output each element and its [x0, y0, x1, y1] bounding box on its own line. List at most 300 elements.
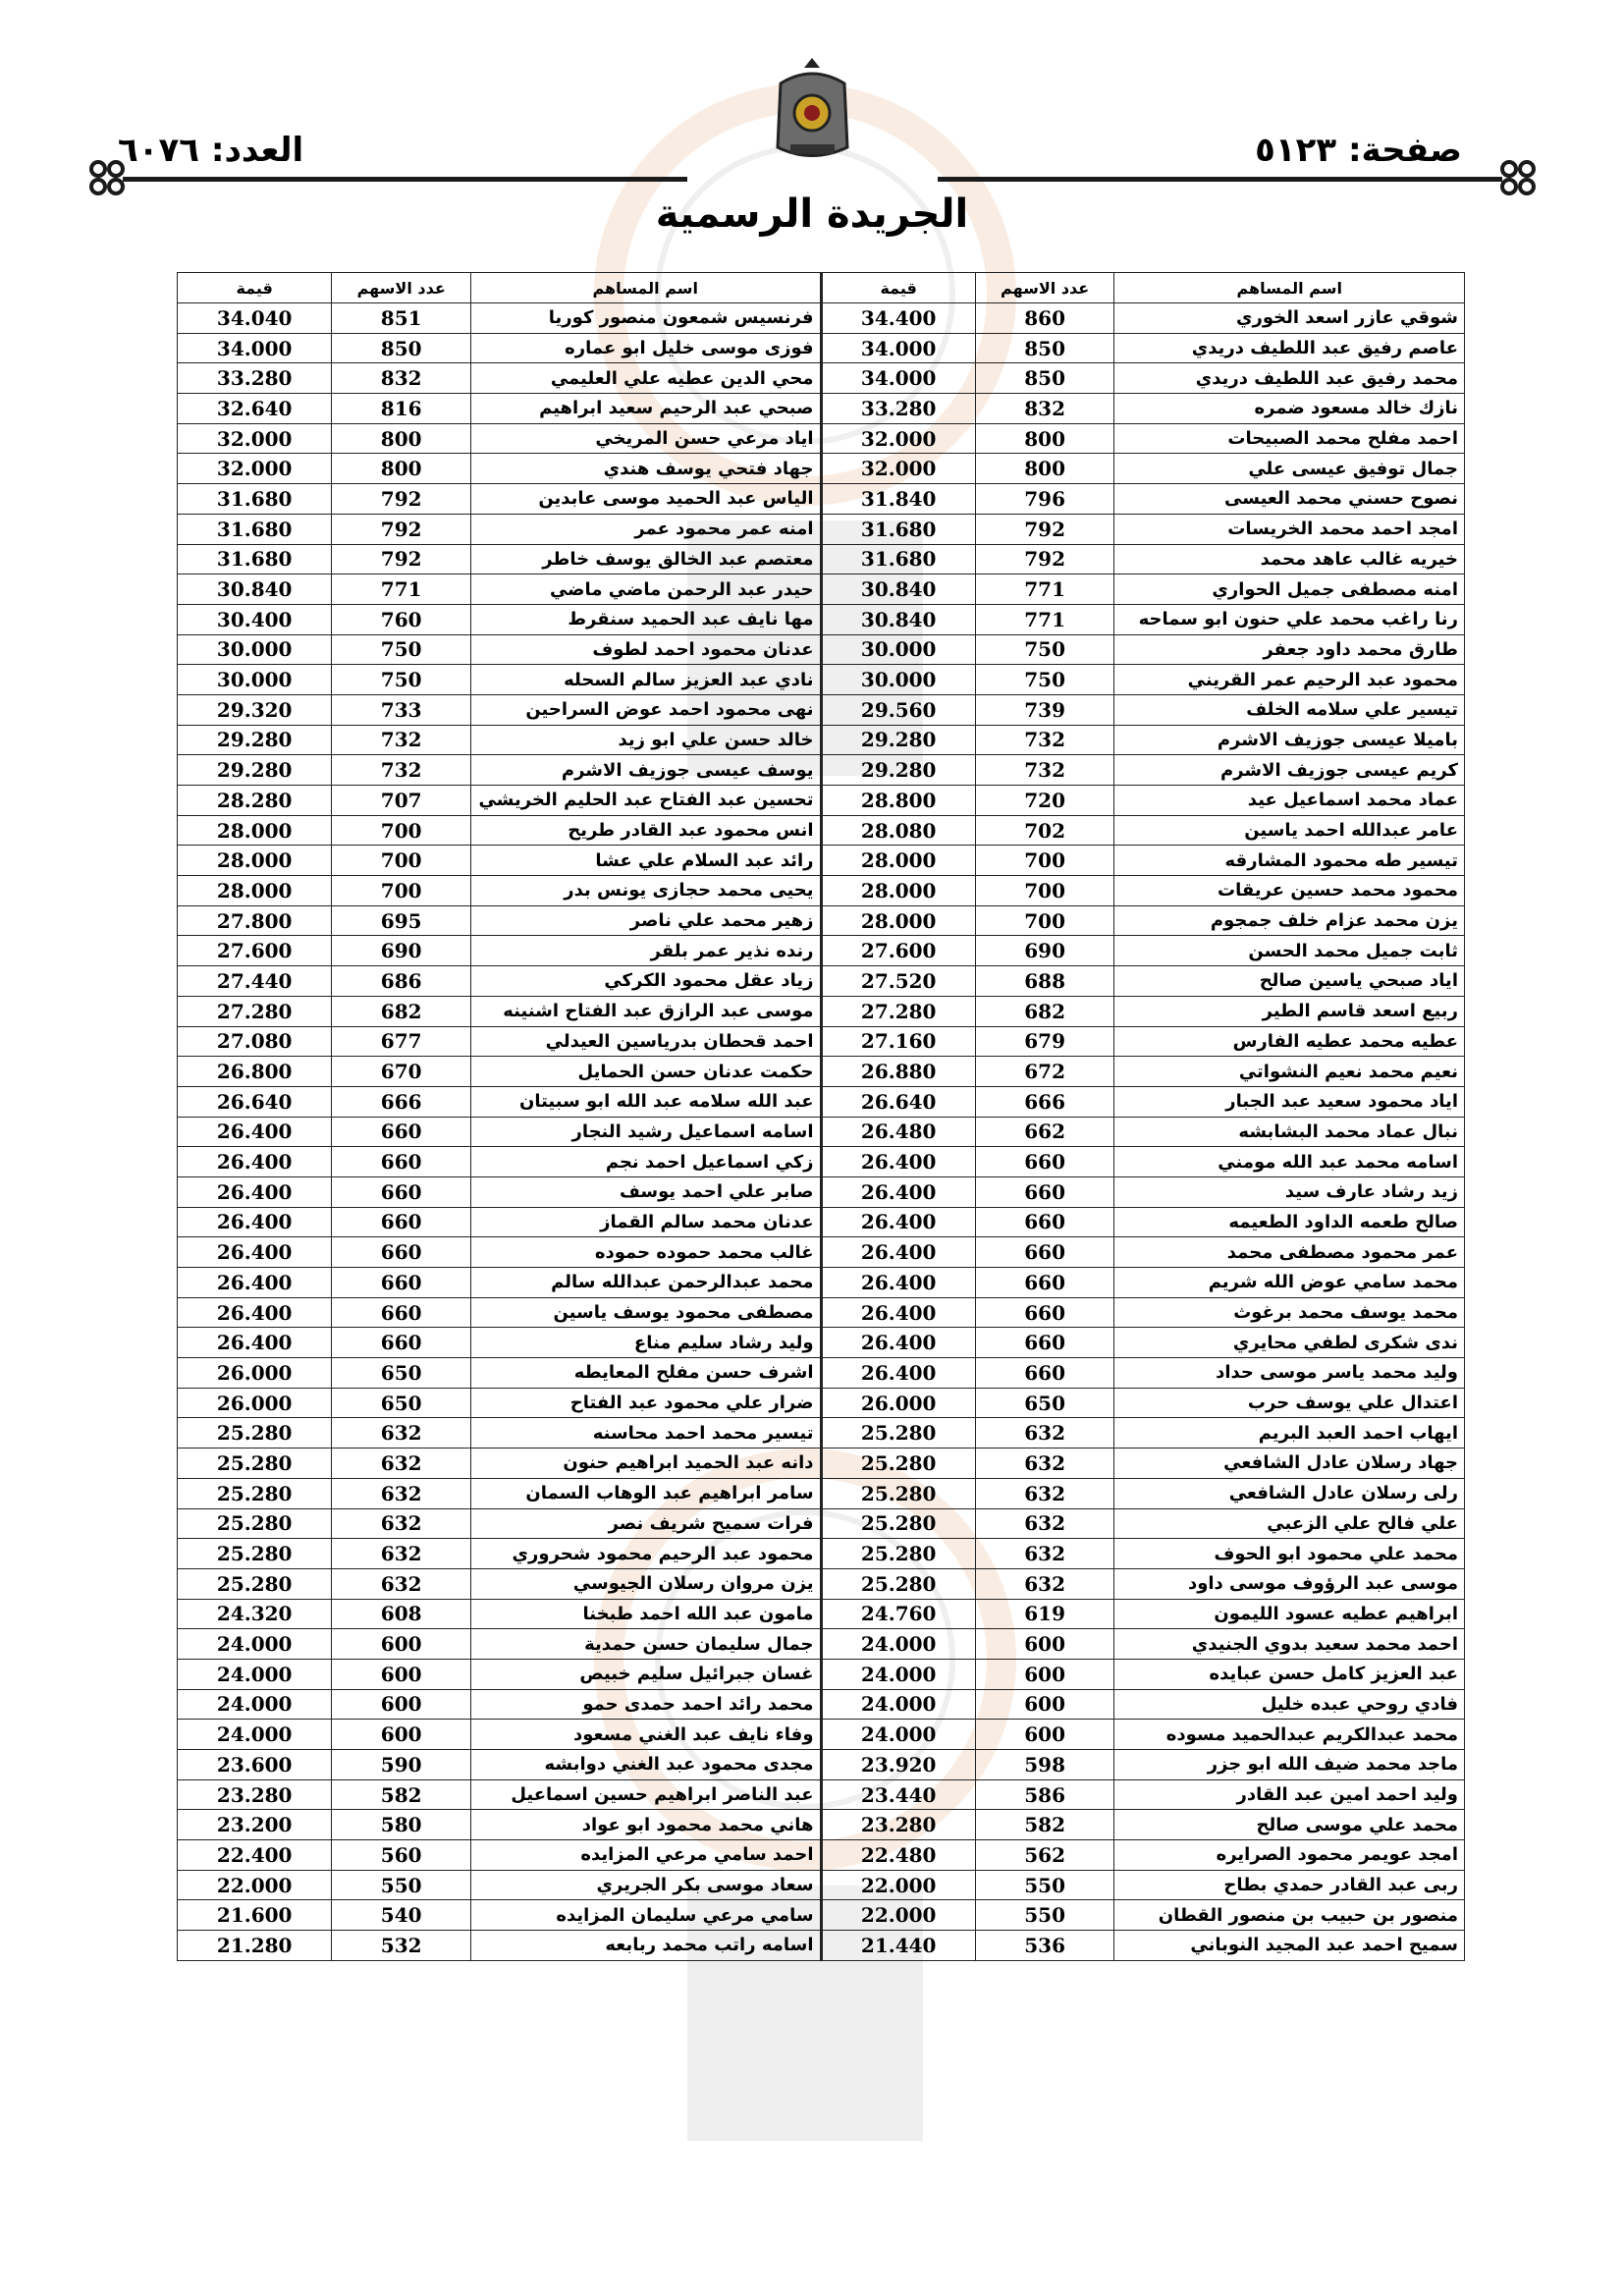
table-row: [178, 1931, 1465, 1961]
share-count: 850: [332, 333, 471, 363]
table-row: [178, 1870, 1465, 1900]
share-value: 27.800: [178, 905, 332, 936]
shareholder-name: محمد رائد احمد حمدى حمو: [470, 1689, 821, 1720]
table-row: [178, 1689, 1465, 1720]
shareholder-name: محمد علي محمود ابو الحوف: [1114, 1539, 1465, 1569]
shareholder-name: فرات سميح شريف نصر: [470, 1508, 821, 1539]
share-value: 26.400: [821, 1328, 975, 1358]
share-count: 608: [332, 1599, 471, 1629]
shareholder-name: نصوح حسني محمد العيسى: [1114, 484, 1465, 515]
share-count: 660: [332, 1268, 471, 1298]
table-row: [178, 363, 1465, 394]
share-value: 23.600: [178, 1750, 332, 1780]
shareholder-name: اياد مرعي حسن المريخي: [470, 423, 821, 454]
share-value: 30.000: [178, 665, 332, 695]
share-count: 632: [975, 1539, 1114, 1569]
share-count: 632: [332, 1508, 471, 1539]
share-count: 695: [332, 905, 471, 936]
share-count: 600: [975, 1659, 1114, 1689]
shareholder-name: معتصم عبد الخالق يوسف خاطر: [470, 544, 821, 574]
share-value: 28.800: [821, 786, 975, 816]
share-count: 739: [975, 694, 1114, 725]
shareholder-name: عدنان محمود احمد لطوف: [470, 634, 821, 665]
table-row: [178, 1478, 1465, 1508]
share-count: 733: [332, 694, 471, 725]
share-count: 750: [975, 665, 1114, 695]
share-count: 660: [332, 1176, 471, 1207]
share-count: 632: [332, 1418, 471, 1449]
shareholder-name: تيسير علي سلامه الخلف: [1114, 694, 1465, 725]
share-count: 832: [975, 394, 1114, 424]
shareholder-name: تيسير طه محمود المشارقه: [1114, 846, 1465, 876]
share-value: 26.640: [178, 1086, 332, 1117]
share-value: 31.680: [821, 514, 975, 544]
share-count: 632: [332, 1449, 471, 1479]
shareholder-name: منصور بن حبيب بن منصور القطان: [1114, 1900, 1465, 1931]
table-row: [178, 1207, 1465, 1237]
shareholder-name: جهاد فتحي يوسف هندي: [470, 454, 821, 484]
share-count: 700: [332, 846, 471, 876]
shareholder-name: ثابت جميل محمد الحسن: [1114, 936, 1465, 966]
share-count: 700: [975, 876, 1114, 906]
shareholder-name: اسامه محمد عبد الله مومني: [1114, 1147, 1465, 1177]
share-count: 562: [975, 1840, 1114, 1871]
share-value: 23.920: [821, 1750, 975, 1780]
share-value: 25.280: [821, 1418, 975, 1449]
jordan-coat-of-arms-emblem-icon: [761, 54, 864, 167]
shareholder-name: عطيه محمد عطيه الفارس: [1114, 1026, 1465, 1057]
share-count: 672: [975, 1057, 1114, 1087]
share-count: 550: [975, 1870, 1114, 1900]
share-count: 679: [975, 1026, 1114, 1057]
shareholder-name: محمد يوسف محمد برغوث: [1114, 1297, 1465, 1328]
table-row: [178, 634, 1465, 665]
shareholder-name: غالب محمد حموده حموده: [470, 1237, 821, 1268]
share-count: 660: [975, 1328, 1114, 1358]
share-value: 31.680: [178, 514, 332, 544]
column-header-name: اسم المساهم: [470, 273, 821, 303]
share-count: 580: [332, 1810, 471, 1840]
share-value: 27.440: [178, 966, 332, 997]
share-count: 832: [332, 363, 471, 394]
shareholder-name: ضرار علي محمود عبد الفتاح: [470, 1388, 821, 1418]
table-row: [178, 1268, 1465, 1298]
share-value: 26.800: [178, 1057, 332, 1087]
share-value: 26.400: [178, 1176, 332, 1207]
share-value: 25.280: [178, 1568, 332, 1599]
share-count: 860: [975, 303, 1114, 334]
share-count: 800: [332, 454, 471, 484]
shareholder-name: نبال عماد محمد البشابشه: [1114, 1117, 1465, 1147]
header-rule-right: [938, 177, 1502, 182]
shareholder-name: ندى شكرى لطفي محايري: [1114, 1328, 1465, 1358]
shareholder-name: محمد عبدالكريم عبدالحميد مسوده: [1114, 1720, 1465, 1750]
share-value: 28.000: [821, 846, 975, 876]
share-value: 26.000: [178, 1358, 332, 1389]
share-value: 34.000: [821, 363, 975, 394]
shareholder-name: شوقي عازر اسعد الخوري: [1114, 303, 1465, 334]
table-row: [178, 514, 1465, 544]
share-count: 686: [332, 966, 471, 997]
table-row: [178, 815, 1465, 846]
share-count: 720: [975, 786, 1114, 816]
share-value: 30.840: [821, 604, 975, 634]
shareholder-name: احمد محمد سعيد بدوي الجنيدي: [1114, 1629, 1465, 1660]
share-count: 650: [332, 1358, 471, 1389]
share-value: 22.400: [178, 1840, 332, 1871]
share-count: 598: [975, 1750, 1114, 1780]
shareholder-name: محي الدين عطيه علي العليمي: [470, 363, 821, 394]
share-count: 660: [975, 1237, 1114, 1268]
shareholder-name: رائد عبد السلام علي عشا: [470, 846, 821, 876]
share-count: 771: [975, 574, 1114, 605]
table-row: [178, 1117, 1465, 1147]
table-row: [178, 1810, 1465, 1840]
table-row: [178, 1449, 1465, 1479]
gazette-header: [0, 0, 1624, 265]
header-rule-left: [123, 177, 687, 182]
share-count: 582: [332, 1779, 471, 1810]
share-count: 590: [332, 1750, 471, 1780]
share-value: 27.080: [178, 1026, 332, 1057]
shareholder-name: زهير محمد علي ناصر: [470, 905, 821, 936]
shareholder-name: احمد سامي مرعي المزايده: [470, 1840, 821, 1871]
shareholder-name: اسامه راتب محمد ربابعه: [470, 1931, 821, 1961]
table-row: [178, 1840, 1465, 1871]
share-count: 816: [332, 394, 471, 424]
share-count: 792: [975, 544, 1114, 574]
shareholder-name: صالح طعمه الداود الطعيمه: [1114, 1207, 1465, 1237]
shareholder-name: حكمت عدنان حسن الحمايل: [470, 1057, 821, 1087]
share-count: 536: [975, 1931, 1114, 1961]
table-row: [178, 846, 1465, 876]
share-count: 660: [332, 1207, 471, 1237]
shareholder-name: جمال توفيق عيسى علي: [1114, 454, 1465, 484]
share-value: 27.520: [821, 966, 975, 997]
table-row: [178, 1086, 1465, 1117]
shareholder-name: امنه مصطفى جميل الحواري: [1114, 574, 1465, 605]
share-count: 792: [975, 514, 1114, 544]
share-value: 26.640: [821, 1086, 975, 1117]
share-value: 32.000: [178, 423, 332, 454]
share-count: 660: [975, 1297, 1114, 1328]
shareholder-name: انس محمود عبد القادر طريح: [470, 815, 821, 846]
share-value: 25.280: [821, 1508, 975, 1539]
share-value: 34.000: [821, 333, 975, 363]
shareholder-name: عبد الله سلامه عبد الله ابو سبيتان: [470, 1086, 821, 1117]
share-value: 26.400: [821, 1268, 975, 1298]
share-value: 33.280: [821, 394, 975, 424]
share-value: 23.280: [178, 1779, 332, 1810]
share-count: 550: [332, 1870, 471, 1900]
share-value: 25.280: [178, 1508, 332, 1539]
share-value: 22.000: [178, 1870, 332, 1900]
share-value: 31.680: [178, 484, 332, 515]
table-row: [178, 1026, 1465, 1057]
share-value: 30.840: [821, 574, 975, 605]
shareholder-name: تحسين عبد الفتاح عبد الحليم الخريشي: [470, 786, 821, 816]
share-count: 632: [975, 1449, 1114, 1479]
share-value: 24.320: [178, 1599, 332, 1629]
shareholder-name: فوزى موسى خليل ابو عماره: [470, 333, 821, 363]
shareholder-name: كريم عيسى جوزيف الاشرم: [1114, 755, 1465, 786]
column-header-value: قيمة: [821, 273, 975, 303]
share-value: 26.400: [821, 1358, 975, 1389]
share-value: 24.000: [821, 1689, 975, 1720]
shareholder-name: وليد احمد امين عبد القادر: [1114, 1779, 1465, 1810]
share-value: 28.080: [821, 815, 975, 846]
share-value: 30.000: [821, 665, 975, 695]
share-value: 31.680: [178, 544, 332, 574]
share-count: 632: [975, 1508, 1114, 1539]
table-row: [178, 604, 1465, 634]
shareholder-name: يوسف عيسى جوزيف الاشرم: [470, 755, 821, 786]
table-row: [178, 996, 1465, 1026]
share-value: 26.000: [178, 1388, 332, 1418]
share-count: 600: [975, 1720, 1114, 1750]
table-row: [178, 966, 1465, 997]
shareholder-name: الياس عبد الحميد موسى عابدين: [470, 484, 821, 515]
share-value: 24.000: [178, 1720, 332, 1750]
share-value: 31.680: [821, 544, 975, 574]
share-value: 25.280: [821, 1478, 975, 1508]
share-count: 660: [332, 1328, 471, 1358]
shareholder-name: وليد محمد ياسر موسى حداد: [1114, 1358, 1465, 1389]
share-value: 22.000: [821, 1900, 975, 1931]
shareholder-name: علي فالح علي الزعبي: [1114, 1508, 1465, 1539]
share-count: 632: [332, 1478, 471, 1508]
share-value: 27.280: [821, 996, 975, 1026]
column-header-shares: عدد الاسهم: [332, 273, 471, 303]
shareholder-name: اعتدال علي يوسف حرب: [1114, 1388, 1465, 1418]
share-value: 27.280: [178, 996, 332, 1026]
table-row: [178, 876, 1465, 906]
table-row: [178, 544, 1465, 574]
shareholder-name: عدنان محمد سالم القماز: [470, 1207, 821, 1237]
shareholder-name: اسامه اسماعيل رشيد النجار: [470, 1117, 821, 1147]
share-count: 560: [332, 1840, 471, 1871]
table-row: [178, 1237, 1465, 1268]
share-count: 600: [332, 1689, 471, 1720]
table-row: [178, 1147, 1465, 1177]
share-value: 24.000: [178, 1689, 332, 1720]
shareholder-name: رنده نذير عمر بلقر: [470, 936, 821, 966]
share-count: 662: [975, 1117, 1114, 1147]
table-row: [178, 1900, 1465, 1931]
issue-number: العدد: ٦٠٧٦: [118, 131, 304, 170]
shareholder-name: وفاء نايف عبد الغني مسعود: [470, 1720, 821, 1750]
share-value: 21.440: [821, 1931, 975, 1961]
share-value: 26.400: [178, 1117, 332, 1147]
share-count: 632: [332, 1568, 471, 1599]
share-value: 32.640: [178, 394, 332, 424]
shareholder-name: جمال سليمان حسن حمدية: [470, 1629, 821, 1660]
share-value: 25.280: [821, 1539, 975, 1569]
share-count: 660: [332, 1297, 471, 1328]
share-value: 22.480: [821, 1840, 975, 1871]
share-count: 540: [332, 1900, 471, 1931]
share-value: 25.280: [178, 1418, 332, 1449]
share-value: 29.320: [178, 694, 332, 725]
shareholder-name: سامي مرعي سليمان المزايده: [470, 1900, 821, 1931]
share-count: 650: [975, 1388, 1114, 1418]
share-value: 29.560: [821, 694, 975, 725]
share-value: 26.480: [821, 1117, 975, 1147]
share-value: 32.000: [821, 454, 975, 484]
shareholder-name: محمود محمد حسين عريقات: [1114, 876, 1465, 906]
share-count: 688: [975, 966, 1114, 997]
shareholder-name: جهاد رسلان عادل الشافعي: [1114, 1449, 1465, 1479]
share-value: 24.000: [178, 1629, 332, 1660]
table-row: [178, 1720, 1465, 1750]
share-value: 26.400: [821, 1237, 975, 1268]
shareholder-name: زياد عقل محمود الكركي: [470, 966, 821, 997]
shareholder-name: محمد رفيق عبد اللطيف دريدي: [1114, 363, 1465, 394]
shareholder-name: احمد قحطان بدرياسين العيدلي: [470, 1026, 821, 1057]
share-value: 26.880: [821, 1057, 975, 1087]
share-value: 26.000: [821, 1388, 975, 1418]
share-count: 682: [332, 996, 471, 1026]
share-count: 792: [332, 484, 471, 515]
share-value: 27.600: [821, 936, 975, 966]
shareholder-name: وليد رشاد سليم مناع: [470, 1328, 821, 1358]
table-row: [178, 1388, 1465, 1418]
share-value: 28.000: [178, 876, 332, 906]
share-value: 30.400: [178, 604, 332, 634]
share-count: 600: [332, 1629, 471, 1660]
table-row: [178, 1568, 1465, 1599]
shareholder-name: امنه عمر محمود عمر: [470, 514, 821, 544]
shareholder-name: ايهاب احمد العبد البريم: [1114, 1418, 1465, 1449]
table-row: [178, 574, 1465, 605]
shareholder-name: اياد محمود سعيد عبد الجبار: [1114, 1086, 1465, 1117]
share-count: 700: [332, 876, 471, 906]
share-value: 29.280: [821, 725, 975, 755]
share-value: 28.000: [178, 846, 332, 876]
share-count: 600: [332, 1659, 471, 1689]
share-value: 25.280: [178, 1539, 332, 1569]
share-value: 31.840: [821, 484, 975, 515]
share-value: 26.400: [821, 1176, 975, 1207]
share-value: 24.000: [821, 1629, 975, 1660]
shareholder-name: فادي روحي عبده خليل: [1114, 1689, 1465, 1720]
table-row: [178, 454, 1465, 484]
share-count: 532: [332, 1931, 471, 1961]
shareholder-name: دانه عبد الحميد ابراهيم حنون: [470, 1449, 821, 1479]
share-value: 28.280: [178, 786, 332, 816]
share-value: 25.280: [821, 1449, 975, 1479]
share-count: 800: [975, 423, 1114, 454]
shareholder-name: نهى محمود احمد عوض السراحين: [470, 694, 821, 725]
shareholder-name: نعيم محمد نعيم النشواتي: [1114, 1057, 1465, 1087]
table-row: [178, 333, 1465, 363]
share-count: 732: [975, 725, 1114, 755]
share-count: 682: [975, 996, 1114, 1026]
share-value: 30.000: [821, 634, 975, 665]
shareholder-name: خيريه غالب عاهد محمد: [1114, 544, 1465, 574]
share-value: 32.000: [178, 454, 332, 484]
share-count: 600: [975, 1629, 1114, 1660]
share-value: 27.160: [821, 1026, 975, 1057]
shareholder-name: عبد العزيز كامل حسن عبايده: [1114, 1659, 1465, 1689]
share-value: 28.000: [178, 815, 332, 846]
share-count: 619: [975, 1599, 1114, 1629]
share-count: 650: [332, 1388, 471, 1418]
shareholder-name: هاني محمد محمود ابو عواد: [470, 1810, 821, 1840]
table-row: [178, 1508, 1465, 1539]
shareholder-name: احمد مفلح محمد الصبيحات: [1114, 423, 1465, 454]
share-count: 660: [975, 1268, 1114, 1298]
table-row: [178, 1779, 1465, 1810]
shareholders-table: [177, 272, 1465, 1961]
share-value: 26.400: [821, 1297, 975, 1328]
share-count: 586: [975, 1779, 1114, 1810]
shareholder-name: مها نايف عبد الحميد سنقرط: [470, 604, 821, 634]
shareholder-name: محمد علي موسى صالح: [1114, 1810, 1465, 1840]
column-header-name: اسم المساهم: [1114, 273, 1465, 303]
share-value: 25.280: [178, 1478, 332, 1508]
share-count: 800: [332, 423, 471, 454]
share-value: 26.400: [178, 1297, 332, 1328]
share-value: 34.000: [178, 333, 332, 363]
shareholder-name: مجدى محمود عبد الغني دوابشه: [470, 1750, 821, 1780]
table-row: [178, 1629, 1465, 1660]
share-count: 600: [332, 1720, 471, 1750]
share-count: 690: [332, 936, 471, 966]
shareholder-name: اياد صبحي ياسين صالح: [1114, 966, 1465, 997]
share-count: 677: [332, 1026, 471, 1057]
shareholder-name: عماد محمد اسماعيل عيد: [1114, 786, 1465, 816]
table-row: [178, 423, 1465, 454]
table-row: [178, 1358, 1465, 1389]
share-count: 750: [332, 665, 471, 695]
share-value: 26.400: [178, 1268, 332, 1298]
share-value: 26.400: [178, 1207, 332, 1237]
shareholder-name: زيد رشاد عارف سيد: [1114, 1176, 1465, 1207]
share-value: 21.280: [178, 1931, 332, 1961]
shareholder-name: محمد عبدالرحمن عبدالله سالم: [470, 1268, 821, 1298]
shareholder-name: مامون عبد الله احمد طبخنا: [470, 1599, 821, 1629]
shareholder-name: طارق محمد داود جعفر: [1114, 634, 1465, 665]
table-row: [178, 694, 1465, 725]
table-row: [178, 394, 1465, 424]
table-row: [178, 484, 1465, 515]
shareholder-name: نازك خالد مسعود ضمره: [1114, 394, 1465, 424]
shareholder-name: سعاد موسى بكر الجريري: [470, 1870, 821, 1900]
table-row: [178, 1539, 1465, 1569]
table-row: [178, 725, 1465, 755]
shareholder-name: يزن مروان رسلان الجيوسي: [470, 1568, 821, 1599]
share-value: 23.200: [178, 1810, 332, 1840]
share-value: 26.400: [178, 1237, 332, 1268]
shareholder-name: صبحي عبد الرحيم سعيد ابراهيم: [470, 394, 821, 424]
shareholder-name: غسان جبرائيل سليم خبيص: [470, 1659, 821, 1689]
share-value: 28.000: [821, 905, 975, 936]
share-count: 702: [975, 815, 1114, 846]
shareholder-name: صابر علي احمد يوسف: [470, 1176, 821, 1207]
shareholder-name: سامر ابراهيم عبد الوهاب السمان: [470, 1478, 821, 1508]
share-value: 22.000: [821, 1870, 975, 1900]
shareholder-name: تيسير محمد احمد محاسنه: [470, 1418, 821, 1449]
share-count: 796: [975, 484, 1114, 515]
table-row: [178, 1176, 1465, 1207]
share-value: 28.000: [821, 876, 975, 906]
share-value: 34.040: [178, 303, 332, 334]
shareholder-name: يزن محمد عزام خلف جمجوم: [1114, 905, 1465, 936]
share-value: 24.000: [178, 1659, 332, 1689]
share-value: 30.000: [178, 634, 332, 665]
share-value: 25.280: [178, 1449, 332, 1479]
